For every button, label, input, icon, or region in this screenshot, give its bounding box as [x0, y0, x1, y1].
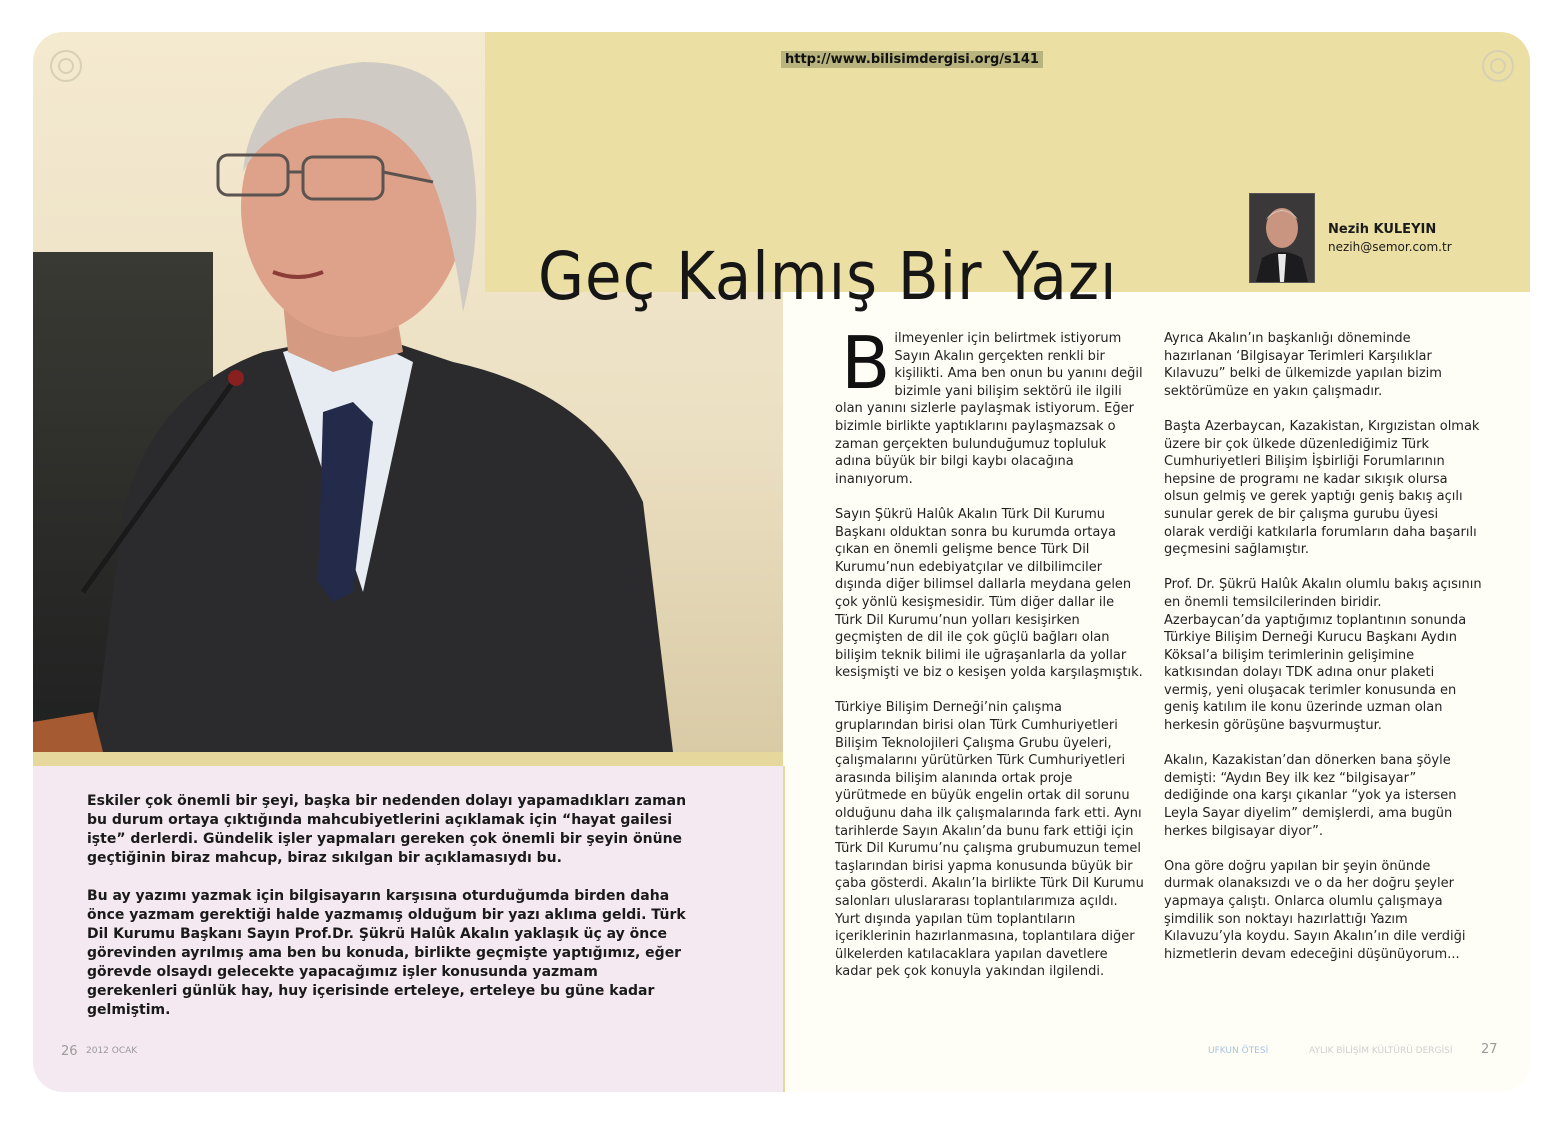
photo-bottom-band — [33, 752, 783, 766]
article-url-link[interactable]: http://www.bilisimdergisi.org/s141 — [781, 51, 1043, 68]
article-paragraph: Başta Azerbaycan, Kazakistan, Kırgızistan olmak üzere bir çok ülkede düzenlediğimiz Türk Cumhuriyetleri Bilişim İşbirliği Forumlarının hepsine de programı ne kadar sıkışık olursa olsun gelmiş ve gerek yaptığı geniş bakış açılı sunular gerek de bir çalışma gurubu üyesi olarak verdiği katkılarla forumların daha başarılı geçmesini sağlamıştır. — [1164, 418, 1480, 558]
author-email[interactable]: nezih@semor.com.tr — [1328, 240, 1452, 254]
magazine-spread — [33, 32, 1530, 1092]
article-column-1 — [835, 321, 1145, 999]
article-paragraph: Ona göre doğru yapılan bir şeyin önünde durmak olanaksızdı ve o da her doğru şeyler yapmaya çalıştı. Onlarca olumlu çalışmaya şimdilik son noktayı hazırlattığı Yazım Kılavuzu’yla koydu. Sayın Akalın’ın dile verdiği hizmetlerin devam edeceğini düşünüyorum... — [1164, 858, 1466, 962]
pull-quote-box — [33, 766, 785, 1092]
article-column-2 — [1164, 330, 1482, 981]
magazine-logo-icon — [50, 50, 82, 82]
article-title: Geç Kalmış Bir Yazı — [538, 238, 1118, 316]
section-name: UFKUN ÖTESİ — [1208, 1046, 1269, 1056]
article-paragraph: Ayrıca Akalın’ın başkanlığı döneminde hazırlanan ‘Bilgisayar Terimleri Karşılıklar Kılavuzu” belki de ülkemizde yapılan bizim sektörümüze en yakın çalışmadır. — [1164, 331, 1442, 399]
article-paragraph: Akalın, Kazakistan’dan dönerken bana şöyle demişti: “Aydın Bey ilk kez “bilgisayar” dediğinde ona karşı çıkanlar “yok ya istersen Leyla Sayar diyelim” demişlerdi, ama bugün herkes bilgisayar diyor”. — [1164, 753, 1457, 839]
article-paragraph: Prof. Dr. Şükrü Halûk Akalın olumlu bakış açısının en önemli temsilcilerinden biridir. Azerbaycan’da yaptığımız toplantının sonunda Türkiye Bilişim Derneği Kurucu Başkanı Aydın Köksal’a bilişim terimlerinin gelişimine katkısından dolayı TDK adına onur plaketi vermiş, yeni oluşacak terimler konusunda en geniş katılım ile konu üzerinde uzman olan herkesin görüşüne başvurmuştur. — [1164, 577, 1482, 734]
drop-cap: B — [841, 321, 891, 405]
issue-date: 2012 OCAK — [86, 1046, 138, 1056]
right-page-number: 27 — [1481, 1042, 1498, 1057]
left-page-number: 26 — [61, 1044, 78, 1059]
author-name: Nezih KULEYIN — [1328, 222, 1437, 237]
article-paragraph: Türkiye Bilişim Derneği’nin çalışma gruplarından birisi olan Türk Cumhuriyetleri Bilişim Teknolojileri Çalışma Grubu üyeleri, çalışmalarını yürütürken Türk Cumhuriyetleri arasında bilişim alanında ortak proje yürütmede en büyük engelin ortak dil sorunu olduğunu daha ilk çalışmalarında fark etti. Aynı tarihlerde Sayın Akalın’da bunu fark ettiği için Türk Dil Kurumu’nu çalışma grubumuzun temel taşlarından birisi yapma konusunda büyük bir çaba gösterdi. Akalın’la birlikte Türk Dil Kurumu salonları uluslararası toplantılarımıza açıldı. Yurt dışında yapılan tüm toplantıların içeriklerinin hazırlanmasına, toplantılara diğer ülkelerden katılacaklara yapılan davetlere kadar pek çok konuyla yakından ilgilendi. — [835, 700, 1144, 980]
article-paragraph — [835, 321, 1145, 488]
article-first-paragraph: ilmeyenler için belirtmek istiyorum Sayın Akalın gerçekten renkli bir kişilikti. Ama ben onun bu yanını değil bizimle yani bilişim sektörü ile ilgili olan yanını sizlerle paylaşmak istiyorum. Eğer bizimle birlikte yaptıklarını paylaşmazsak o zaman gerçekten bulunduğumuz topluluk adına büyük bir bilgi kaybı olacağına inanıyorum. — [835, 331, 1143, 487]
pull-quote-paragraph-1: Eskiler çok önemli bir şeyi, başka bir nedenden dolayı yapamadıkları zaman bu durum ortaya çıktığında mahcubiyetlerini açıklamak için “hayat gailesi işte” derlerdi. Gündelik işler yapmaları gereken çok önemli bir şeyin önüne geçtiğinin biraz mahcup, biraz sıkılgan bir açıklamasıydı bu. — [87, 793, 687, 866]
magazine-name: AYLIK BİLİŞİM KÜLTÜRÜ DERGİSİ — [1309, 1046, 1453, 1056]
pull-quote-paragraph-2: Bu ay yazımı yazmak için bilgisayarın karşısına oturduğumda birden daha önce yazmam gerektiği halde yazmamış olduğum bir yazı aklıma geldi. Türk Dil Kurumu Başkanı Sayın Prof.Dr. Şükrü Halûk Akalın yaklaşık üç ay önce görevinden ayrılmış ama ben bu konuda, birlikte geçmişte yaptığımız, eğer görevde olsaydı gelecekte yapacağımız işler konusunda yazmam gerekenleri günlük hay, huy içerisinde erteleye, erteleye bu güne kadar gelmiştim. — [87, 888, 686, 1018]
article-paragraph: Sayın Şükrü Halûk Akalın Türk Dil Kurumu Başkanı olduktan sonra bu kurumda ortaya çıkan en önemli gelişme bence Türk Dil Kurumu’nun edebiyatçılar ve dilbilimciler dışında diğer bilimsel dallarla meydana gelen çok yönlü kesişmesidir. Tüm diğer dallar ile Türk Dil Kurumu’nun yolları kesişirken geçmişten de dil ile çok güçlü bağları olan bilişim teknik bilimi ile uğraşanlarla da yollar kesişmişti ve biz o kesişen yolda karşılaşmıştık. — [835, 506, 1143, 681]
author-photo — [1249, 193, 1315, 283]
magazine-logo-icon — [1482, 50, 1514, 82]
pull-quote — [87, 792, 687, 1039]
